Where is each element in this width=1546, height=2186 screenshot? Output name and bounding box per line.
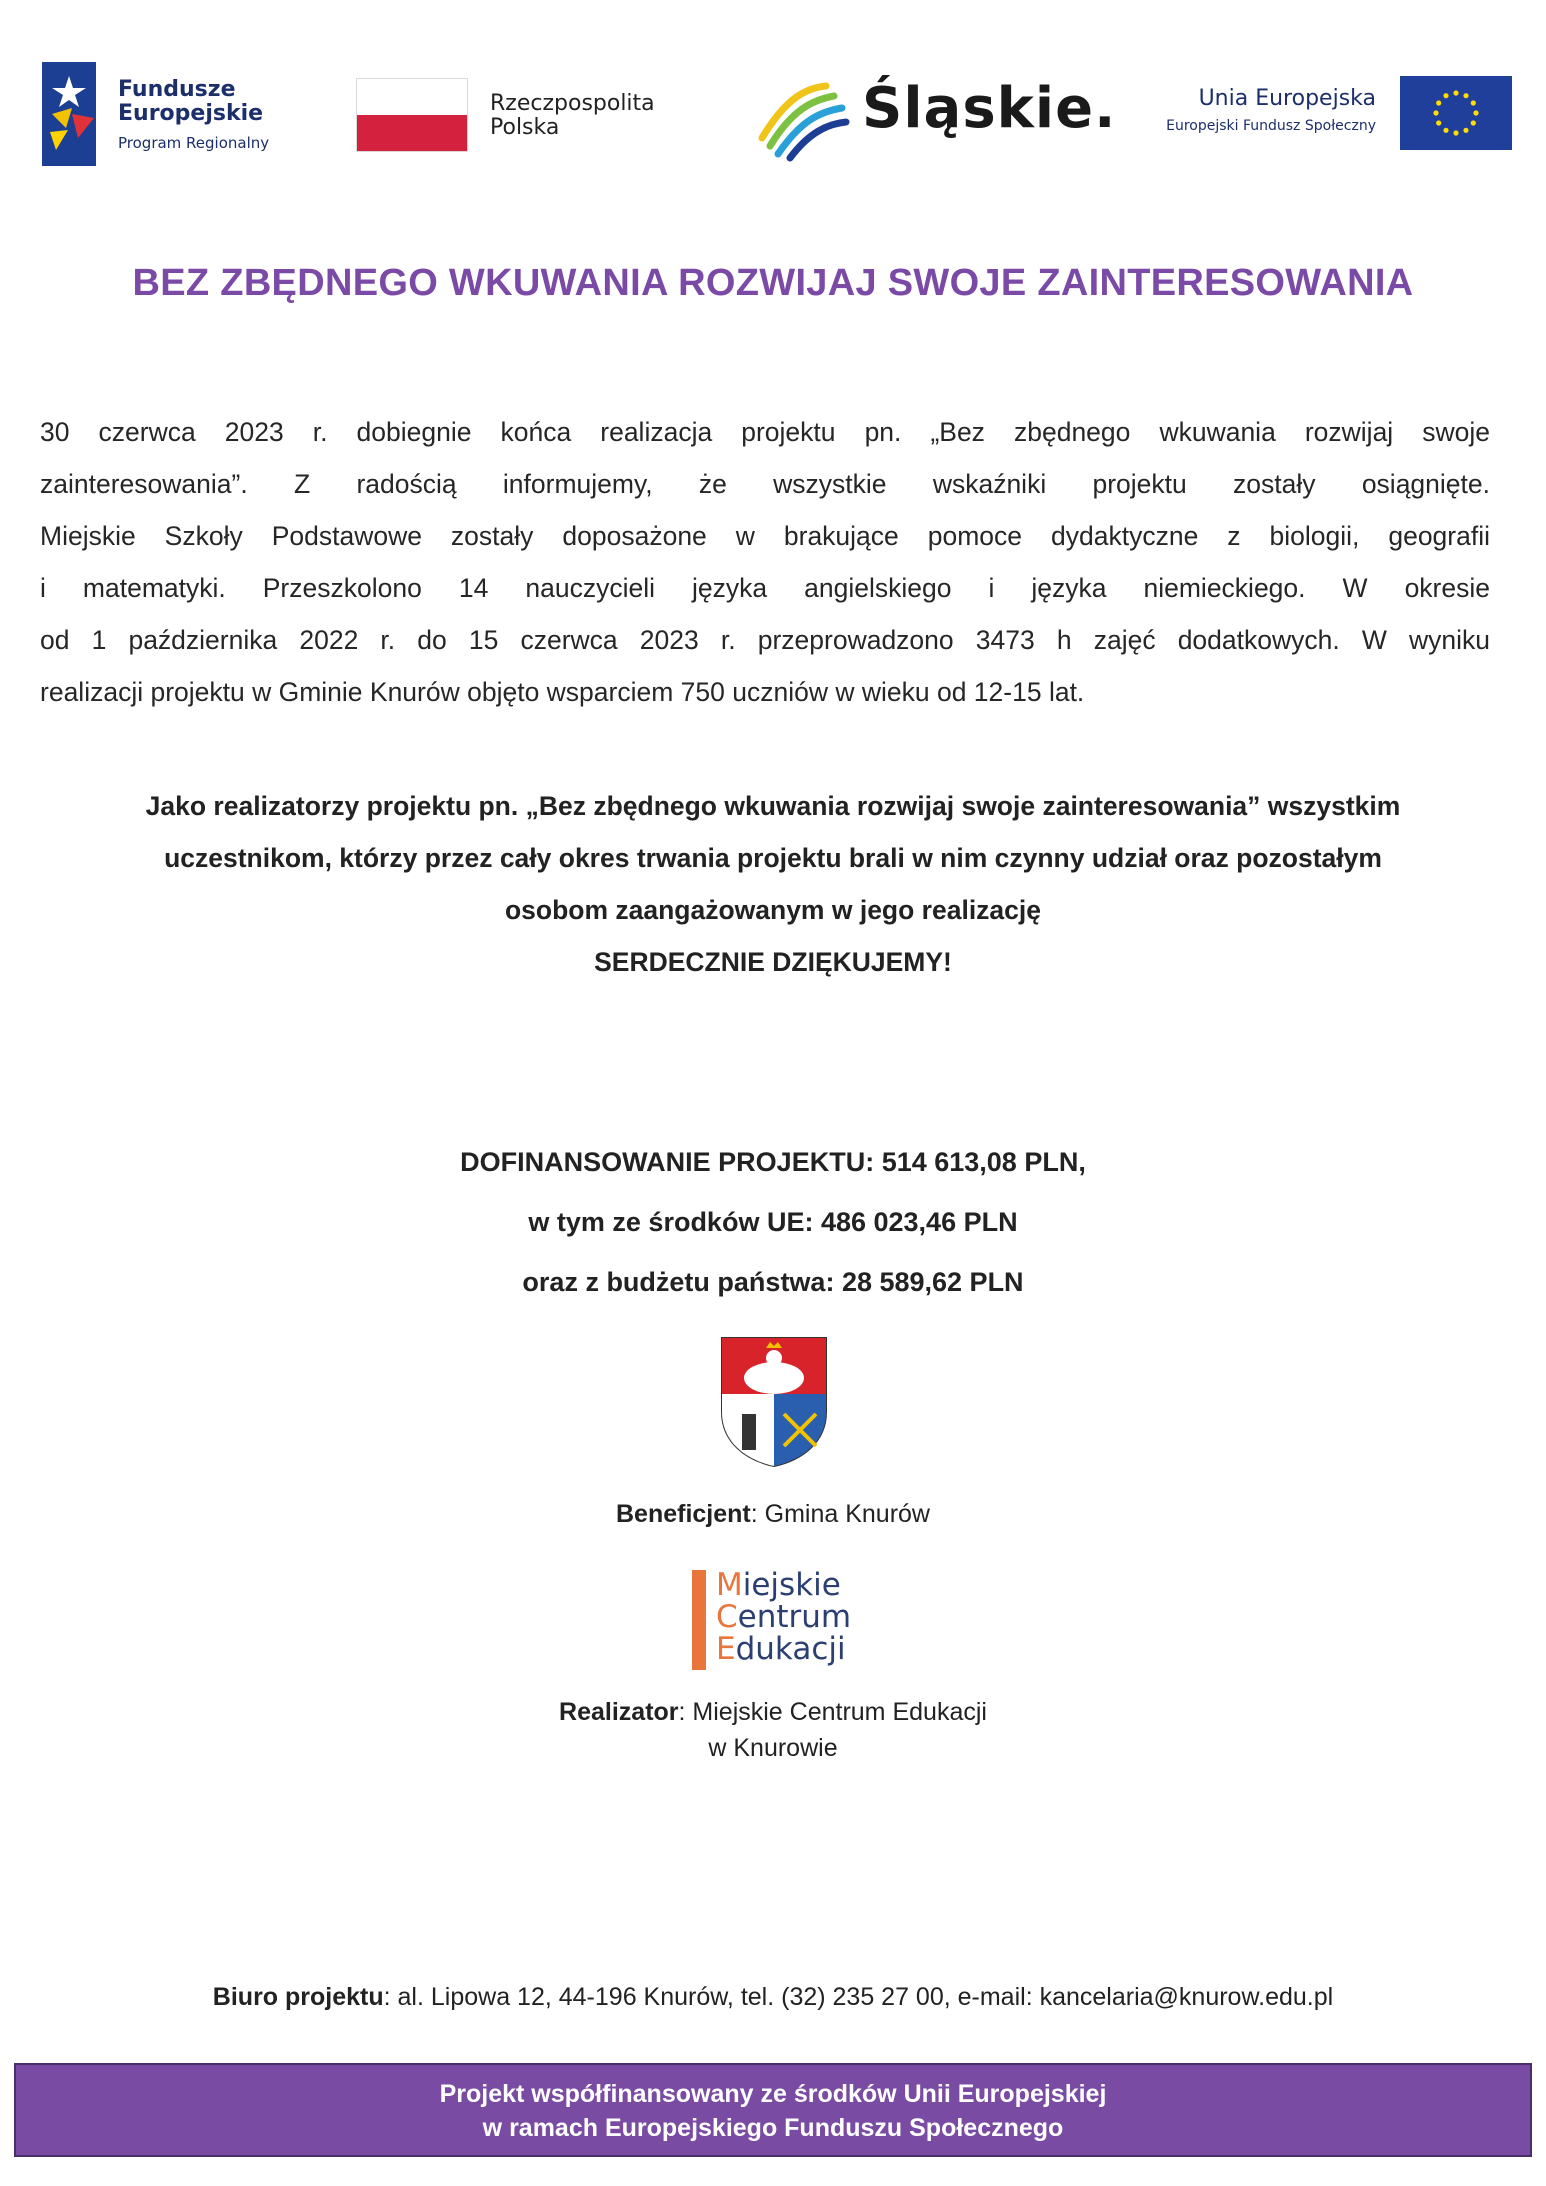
- rzeczpospolita-polska-logo: [356, 78, 696, 158]
- office-value: : al. Lipowa 12, 44-196 Knurów, tel. (32) 235 27 00, e-mail: kancelaria@knurow.edu.pl: [383, 1983, 1334, 2011]
- fe-line3: Program Regionalny: [118, 134, 270, 152]
- mce-initial: C: [716, 1599, 738, 1635]
- body-line: Miejskie Szkoły Podstawowe zostały doposażone w brakujące pomoce dydaktyczne z biologii, geografii: [40, 521, 1490, 551]
- slaskie-name: Śląskie.: [862, 76, 1117, 141]
- realizator-label: Realizator: [559, 1698, 679, 1726]
- thanks-paragraph: [0, 780, 1546, 988]
- funding-total: DOFINANSOWANIE PROJEKTU: 514 613,08 PLN,: [460, 1147, 1086, 1177]
- mce-orange-bar: [692, 1570, 706, 1670]
- mce-word: iejskie: [742, 1567, 841, 1603]
- fundusze-europejskie-logo: [42, 62, 302, 172]
- fe-star-mark-icon: [42, 62, 96, 166]
- body-line: i matematyki. Przeszkolono 14 nauczycieli języka angielskiego i języka niemieckiego. W okresie: [40, 573, 1490, 603]
- thanks-line: Jako realizatorzy projektu pn. „Bez zbędnego wkuwania rozwijaj swoje zainteresowania” wszystkim: [145, 791, 1401, 821]
- ue-line1: Unia Europejska: [1198, 86, 1376, 111]
- mce-word: dukacji: [735, 1631, 846, 1667]
- eu-flag-icon: [1400, 76, 1512, 150]
- footer-line1: Projekt współfinansowany ze środków Unii Europejskiej: [439, 2080, 1107, 2108]
- thanks-line: SERDECZNIE DZIĘKUJEMY!: [594, 947, 952, 977]
- polish-flag-icon: [356, 78, 468, 152]
- page-title: BEZ ZBĘDNEGO WKUWANIA ROZWIJAJ SWOJE ZAINTERESOWANIA: [132, 262, 1414, 304]
- unia-europejska-logo: [1132, 74, 1512, 164]
- fe-line1: Fundusze: [118, 77, 236, 102]
- funding-eu: w tym ze środków UE: 486 023,46 PLN: [528, 1207, 1018, 1237]
- rp-line2: Polska: [490, 115, 560, 140]
- body-line: realizacji projektu w Gminie Knurów objęto wsparciem 750 uczniów w wieku od 12-15 lat.: [40, 677, 1085, 707]
- beneficiary-value: : Gmina Knurów: [750, 1500, 930, 1528]
- mce-logo: [692, 1566, 872, 1676]
- realizator-value: : Miejskie Centrum Edukacji: [678, 1698, 987, 1726]
- mce-word: entrum: [737, 1599, 852, 1635]
- realizator-line2: w Knurowie: [708, 1734, 838, 1762]
- beneficiary: [0, 1500, 1546, 1529]
- fe-line2: Europejskie: [118, 101, 264, 126]
- rp-line1: Rzeczpospolita: [490, 91, 655, 116]
- project-office: [0, 1983, 1546, 2012]
- realizator: [0, 1694, 1546, 1766]
- office-label: Biuro projektu: [212, 1983, 384, 2011]
- beneficiary-label: Beneficjent: [615, 1500, 751, 1528]
- mce-initial: M: [716, 1567, 743, 1603]
- ue-line2: Europejski Fundusz Społeczny: [1166, 118, 1376, 134]
- thanks-line: uczestnikom, którzy przez cały okres trwania projektu brali w nim czynny udział oraz pozostałym: [164, 843, 1382, 873]
- mce-initial: E: [716, 1631, 736, 1667]
- funding-state: oraz z budżetu państwa: 28 589,62 PLN: [522, 1267, 1024, 1297]
- body-paragraph: [40, 406, 1490, 718]
- body-line: od 1 października 2022 r. do 15 czerwca 2023 r. przeprowadzono 3473 h zajęć dodatkowych. W wyniku: [40, 625, 1490, 655]
- footer-line2: w ramach Europejskiego Funduszu Społecznego: [482, 2114, 1064, 2142]
- thanks-line: osobom zaangażowanym w jego realizację: [504, 895, 1042, 925]
- funding-summary: [0, 1132, 1546, 1312]
- logo-strip: [0, 0, 1546, 200]
- slaskie-waves-icon: [756, 68, 852, 164]
- cofinancing-footer: [14, 2063, 1532, 2157]
- body-line: zainteresowania”. Z radością informujemy, że wszystkie wskaźniki projektu zostały osiągnięte.: [40, 469, 1490, 499]
- slaskie-logo: [756, 68, 1117, 164]
- knurow-coat-of-arms-icon: [718, 1334, 830, 1468]
- body-line: 30 czerwca 2023 r. dobiegnie końca realizacja projektu pn. „Bez zbędnego wkuwania rozwijaj swoje: [40, 417, 1490, 447]
